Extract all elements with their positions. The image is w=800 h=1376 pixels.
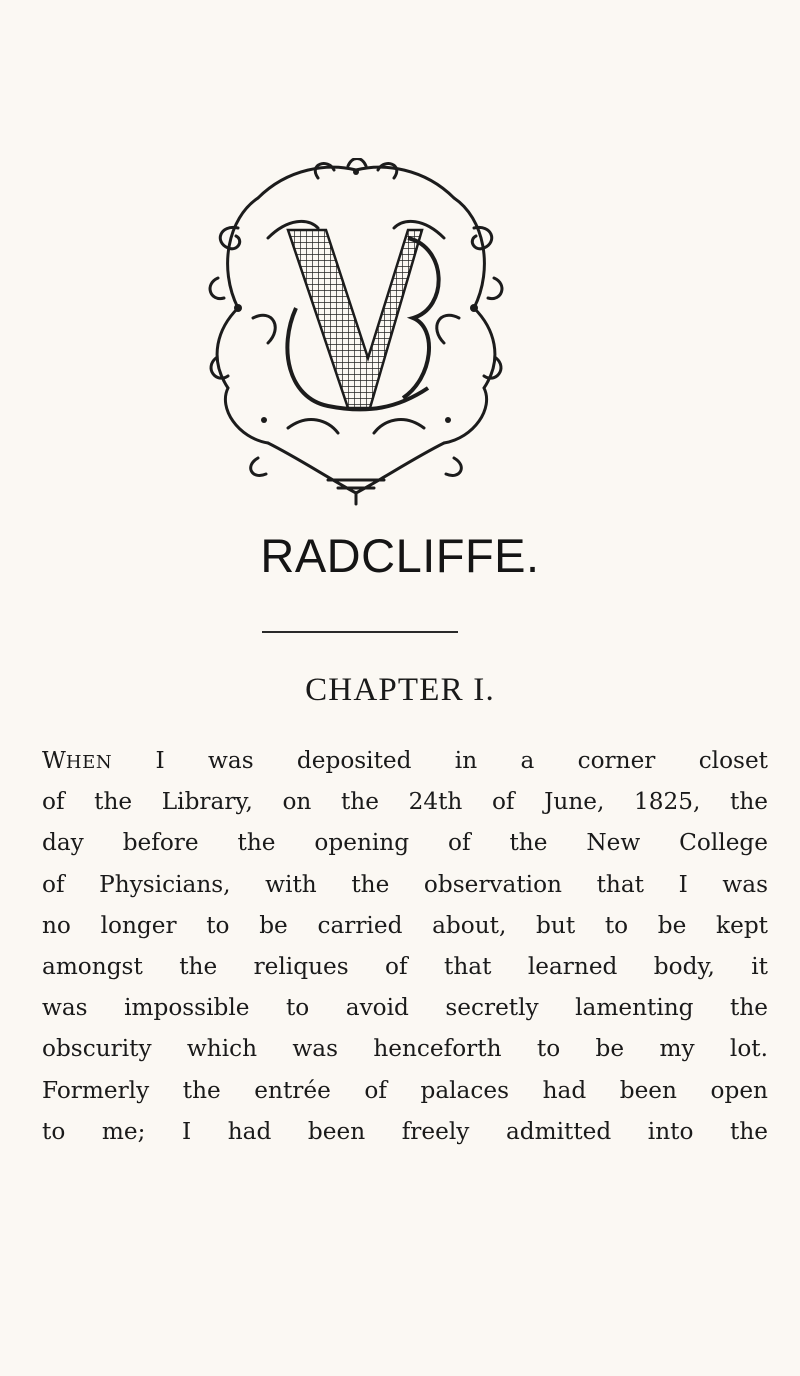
text-line-8: obscurity which was henceforth to be my lot.	[42, 1035, 768, 1063]
page-heading: RADCLIFFE.	[260, 529, 540, 582]
heading-rule	[262, 631, 458, 633]
text-line-1: I was deposited in a corner closet	[112, 747, 768, 774]
text-line	[42, 740, 768, 781]
opening-initial: W	[42, 747, 66, 774]
text-line-3: day before the opening of the New College	[42, 829, 768, 857]
text-line-2: of the Library, on the 24th of June, 1825, the	[42, 788, 768, 816]
text-line-6: amongst the reliques of that learned body, it	[42, 952, 768, 980]
text-line-9: Formerly the entrée of palaces had been open	[42, 1076, 768, 1104]
monogram-crest-icon	[198, 158, 514, 510]
chapter-title: CHAPTER I.	[305, 672, 495, 708]
text-line-4: of Physicians, with the observation that I was	[42, 870, 768, 898]
opening-smallcaps: HEN	[65, 752, 113, 773]
text-line-7: was impossible to avoid secretly lamenting the	[42, 994, 768, 1022]
body-paragraph	[42, 740, 768, 1152]
text-line-10: to me; I had been freely admitted into the	[42, 1117, 768, 1145]
text-line-5: no longer to be carried about, but to be kept	[42, 911, 768, 939]
